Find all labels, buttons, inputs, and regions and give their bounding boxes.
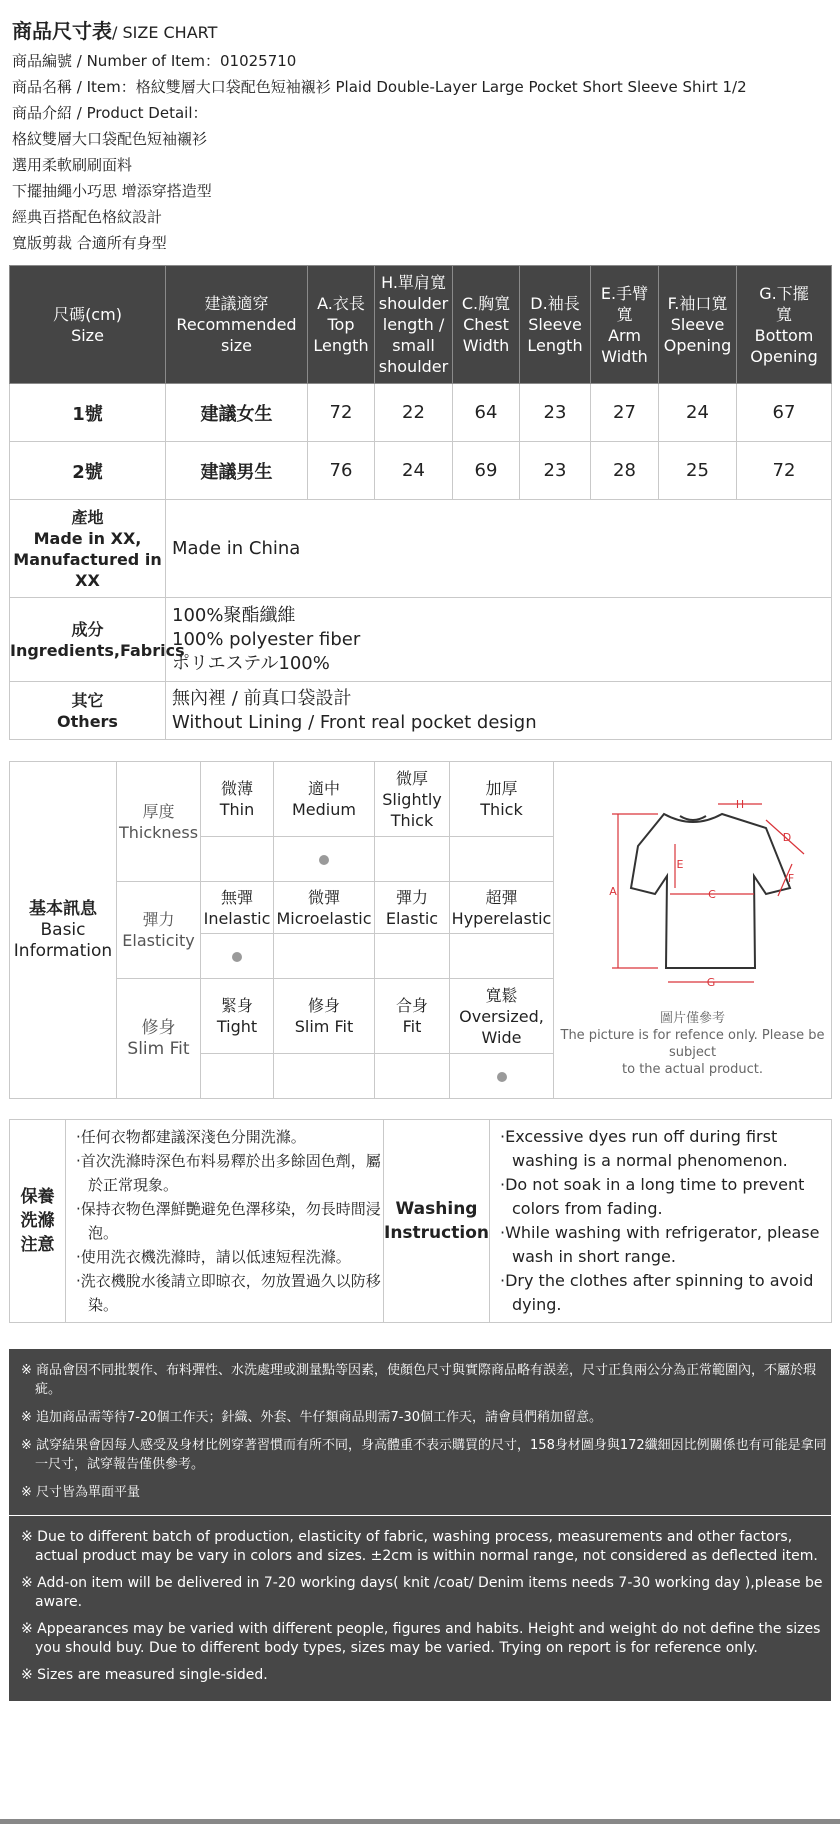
value-line: ポリエステル100% bbox=[172, 652, 330, 674]
header-line: E.手臂 bbox=[600, 283, 649, 303]
marker-cell bbox=[375, 837, 450, 882]
list-item: ·While washing with refrigerator, please wash in short range. bbox=[500, 1223, 820, 1266]
option-line: 微厚 bbox=[395, 768, 428, 788]
note-line: ※ Sizes are measured single-sided. bbox=[21, 1667, 268, 1683]
option-line: Thick bbox=[480, 800, 523, 819]
table-cell: 67 bbox=[737, 384, 832, 442]
bottom-divider bbox=[0, 1819, 840, 1824]
marker-cell bbox=[375, 1054, 450, 1099]
list-item: ·洗衣機脫水後請立即晾衣，勿放置過久以防移染。 bbox=[76, 1272, 381, 1314]
care-zh-list bbox=[66, 1120, 384, 1323]
header-line: Opening bbox=[750, 346, 818, 366]
label-line: Information bbox=[13, 940, 113, 961]
header-line: size bbox=[220, 336, 253, 355]
diagram-letter: D bbox=[782, 831, 791, 844]
product-detail-label: 商品介紹 / Product Detail： bbox=[12, 104, 208, 122]
measurement-diagram bbox=[554, 762, 832, 1099]
elasticity-label bbox=[117, 882, 201, 979]
elasticity-option bbox=[201, 882, 274, 934]
header-line: Length bbox=[527, 336, 583, 355]
option-line: 無彈 bbox=[220, 887, 253, 907]
note-line: ※ Due to different batch of production, elasticity of fabric, washing process, measurements and other factors, actual product may be vary in colors and sizes. ±2cm is within normal range, not considered as deflected item. bbox=[21, 1529, 818, 1564]
fit-option bbox=[450, 979, 554, 1054]
note-line: ※ 追加商品需等待7-20個工作天；針織、外套、牛仔類商品則需7-30個工作天，請會員們稍加留意。 bbox=[21, 1410, 603, 1425]
header-top-length bbox=[308, 266, 375, 384]
marker-cell bbox=[201, 934, 274, 979]
detail-line: 經典百搭配色格紋設計 bbox=[12, 208, 163, 226]
caption-line: The picture is for refence only. Please be subject bbox=[560, 1028, 825, 1060]
label-line: 保養 bbox=[20, 1187, 55, 1207]
caption-line: 圖片僅參考 bbox=[659, 1011, 725, 1026]
label-line: Slim Fit bbox=[127, 1038, 190, 1059]
header-line: D.袖長 bbox=[530, 294, 580, 313]
table-cell: 23 bbox=[520, 442, 591, 500]
table-cell: 28 bbox=[591, 442, 659, 500]
table-cell: 22 bbox=[375, 384, 453, 442]
note-line: ※ Add-on item will be delivered in 7-20 working days( knit /coat/ Denim items needs 7-30 working day ),please be aware. bbox=[21, 1575, 823, 1610]
header-arm-width bbox=[591, 266, 659, 384]
label-line: Made in XX, bbox=[33, 528, 142, 548]
header-bottom-opening bbox=[737, 266, 832, 384]
care-instructions-table bbox=[9, 1119, 832, 1323]
recommended-cell: 建議男生 bbox=[166, 442, 308, 500]
diagram-letter: A bbox=[608, 885, 617, 898]
header-line: Width bbox=[462, 336, 510, 355]
note-line: ※ Appearances may be varied with different people, figures and habits. Height and weight do not define the sizes you should buy. Due to different body types, sizes may be varied. Trying on report is for reference only. bbox=[21, 1621, 821, 1656]
label-line: Instruction bbox=[384, 1223, 489, 1243]
option-line: 寬鬆 bbox=[485, 985, 518, 1005]
header-line: Top bbox=[327, 315, 355, 334]
note-line: ※ 商品會因不同批製作、布料彈性、水洗處理或測量點等因素，使顏色尺寸與實際商品略有誤差，尺寸正負兩公分為正常範圍內，不屬於瑕疵。 bbox=[21, 1363, 817, 1397]
basic-info-table bbox=[9, 761, 832, 1099]
origin-value: Made in China bbox=[166, 500, 832, 598]
option-line: 緊身 bbox=[220, 996, 253, 1015]
header-line: Length bbox=[313, 336, 369, 355]
option-line: Tight bbox=[216, 1017, 258, 1036]
selected-dot-icon bbox=[232, 952, 242, 962]
table-row bbox=[10, 384, 832, 442]
ingredients-value bbox=[166, 598, 832, 682]
label-line: Elasticity bbox=[122, 931, 195, 950]
label-line: 成分 bbox=[71, 619, 104, 639]
header-line: Width bbox=[601, 346, 648, 366]
header-line: 寬 bbox=[775, 304, 792, 324]
header-line: Sleeve bbox=[670, 315, 725, 334]
shirt-diagram-icon bbox=[578, 770, 808, 1010]
recommended-cell: 建議女生 bbox=[166, 384, 308, 442]
option-line: 彈力 bbox=[395, 887, 428, 907]
table-cell: 24 bbox=[659, 384, 737, 442]
label-line: Ingredients,Fabrics bbox=[10, 640, 185, 660]
table-cell: 72 bbox=[308, 384, 375, 442]
option-line: 微彈 bbox=[307, 887, 340, 907]
elasticity-option bbox=[375, 882, 450, 934]
option-line: Slim Fit bbox=[294, 1017, 354, 1036]
label-line: Basic bbox=[40, 919, 86, 940]
option-line: Slightly bbox=[382, 789, 442, 809]
size-table bbox=[9, 265, 832, 740]
item-name: 商品名稱 / Item：格紋雙層大口袋配色短袖襯衫 Plaid Double-Layer Large Pocket Short Sleeve Shirt 1/2 bbox=[12, 78, 747, 96]
header-sleeve-length bbox=[520, 266, 591, 384]
option-line: Inelastic bbox=[203, 908, 271, 928]
detail-line: 格紋雙層大口袋配色短袖襯衫 bbox=[12, 130, 208, 148]
elasticity-option bbox=[274, 882, 375, 934]
option-line: Fit bbox=[402, 1017, 422, 1036]
marker-cell bbox=[274, 1054, 375, 1099]
diagram-letter: E bbox=[676, 858, 683, 871]
others-row bbox=[10, 682, 832, 740]
marker-cell bbox=[450, 1054, 554, 1099]
option-line: Medium bbox=[292, 800, 356, 819]
ingredients-row bbox=[10, 598, 832, 682]
value-line: 100%聚酯纖維 bbox=[172, 604, 296, 626]
table-cell: 25 bbox=[659, 442, 737, 500]
label-line: Thickness bbox=[118, 822, 199, 842]
label-line: 基本訊息 bbox=[29, 898, 97, 919]
table-cell: 72 bbox=[737, 442, 832, 500]
header-size bbox=[10, 266, 166, 384]
header-chest-width bbox=[453, 266, 520, 384]
label-line: Washing bbox=[395, 1199, 478, 1219]
care-label bbox=[10, 1120, 66, 1323]
table-cell: 23 bbox=[520, 384, 591, 442]
size-cell: 2號 bbox=[10, 442, 166, 500]
option-line: 合身 bbox=[395, 996, 428, 1015]
label-line: Others bbox=[57, 711, 118, 731]
label-line: Manufactured in bbox=[13, 549, 162, 569]
label-line: 產地 bbox=[71, 507, 104, 527]
header-line: 建議適穿 bbox=[204, 294, 269, 313]
header-line: Bottom bbox=[754, 325, 814, 345]
header-recommended bbox=[166, 266, 308, 384]
diagram-letter: F bbox=[787, 872, 794, 885]
thickness-option bbox=[375, 762, 450, 837]
washing-instruction-label bbox=[384, 1120, 490, 1323]
option-line: Oversized, bbox=[459, 1006, 544, 1026]
diagram-letter: G bbox=[706, 976, 715, 989]
header-line: C.胸寬 bbox=[461, 294, 511, 313]
value-line: 無內裡 / 前真口袋設計 bbox=[172, 687, 352, 709]
header-sleeve-opening bbox=[659, 266, 737, 384]
fit-option bbox=[201, 979, 274, 1054]
item-number: 商品編號 / Number of Item：01025710 bbox=[12, 52, 297, 70]
label-line: 修身 bbox=[141, 1017, 176, 1038]
list-item: ·Excessive dyes run off during first washing is a normal phenomenon. bbox=[500, 1127, 788, 1170]
size-table-header-row bbox=[10, 266, 832, 384]
origin-row bbox=[10, 500, 832, 598]
diagram-letter: C bbox=[707, 888, 716, 901]
others-label bbox=[10, 682, 166, 740]
table-cell: 27 bbox=[591, 384, 659, 442]
option-line: Wide bbox=[481, 1027, 522, 1047]
option-line: 超彈 bbox=[485, 887, 518, 907]
selected-dot-icon bbox=[497, 1072, 507, 1082]
page-title bbox=[12, 14, 832, 48]
option-line: 加厚 bbox=[485, 779, 518, 798]
label-line: 厚度 bbox=[142, 801, 175, 821]
header-line: length / bbox=[382, 315, 445, 334]
header bbox=[12, 14, 832, 256]
option-line: Elastic bbox=[385, 908, 439, 928]
care-en-list bbox=[490, 1120, 832, 1323]
value-line: 100% polyester fiber bbox=[172, 628, 361, 650]
header-shoulder bbox=[375, 266, 453, 384]
thickness-option bbox=[450, 762, 554, 837]
header-line: shoulder bbox=[378, 294, 449, 313]
table-row bbox=[10, 442, 832, 500]
fit-label bbox=[117, 979, 201, 1099]
header-line: F.袖口寬 bbox=[667, 294, 728, 313]
size-cell: 1號 bbox=[10, 384, 166, 442]
option-line: Hyperelastic bbox=[451, 908, 552, 928]
table-cell: 24 bbox=[375, 442, 453, 500]
option-line: 適中 bbox=[307, 779, 340, 798]
others-value bbox=[166, 682, 832, 740]
label-line: XX bbox=[75, 570, 100, 590]
notes-en bbox=[9, 1516, 831, 1701]
list-item: ·Do not soak in a long time to prevent colors from fading. bbox=[500, 1175, 805, 1218]
diagram-letter: H bbox=[735, 798, 744, 811]
option-line: Microelastic bbox=[276, 908, 372, 928]
header-line: small bbox=[392, 336, 435, 355]
marker-cell bbox=[375, 934, 450, 979]
caption-line: to the actual product. bbox=[622, 1062, 763, 1077]
option-line: Thick bbox=[390, 810, 434, 830]
table-cell: 69 bbox=[453, 442, 520, 500]
thickness-label bbox=[117, 762, 201, 882]
header-line: 尺碼(cm) bbox=[53, 304, 122, 324]
header-line: Opening bbox=[663, 336, 732, 355]
list-item: ·首次洗滌時深色布料易釋於出多餘固色劑，屬於正常現象。 bbox=[76, 1152, 381, 1194]
header-line: Sleeve bbox=[528, 315, 582, 334]
header-line: shoulder bbox=[378, 357, 449, 376]
list-item: ·保持衣物色澤鮮艷避免色澤移染，勿長時間浸泡。 bbox=[76, 1200, 381, 1242]
label-line: 其它 bbox=[71, 690, 104, 710]
selected-dot-icon bbox=[319, 855, 329, 865]
marker-cell bbox=[450, 837, 554, 882]
notes-zh bbox=[9, 1349, 831, 1515]
header-line: Arm bbox=[608, 325, 641, 345]
marker-cell bbox=[450, 934, 554, 979]
list-item: ·Dry the clothes after spinning to avoid dying. bbox=[500, 1271, 814, 1314]
table-cell: 76 bbox=[308, 442, 375, 500]
list-item: ·使用洗衣機洗滌時，請以低速短程洗滌。 bbox=[76, 1248, 351, 1266]
header-line: Chest bbox=[463, 315, 509, 334]
header-line: Recommended bbox=[176, 315, 297, 334]
header-line: Size bbox=[71, 325, 104, 345]
fit-option bbox=[274, 979, 375, 1054]
fit-option bbox=[375, 979, 450, 1054]
label-line: 彈力 bbox=[142, 910, 175, 929]
detail-line: 寬版剪裁 合適所有身型 bbox=[12, 234, 167, 252]
thickness-option bbox=[201, 762, 274, 837]
origin-label bbox=[10, 500, 166, 598]
header-line: 寬 bbox=[616, 304, 633, 324]
option-line: 微薄 bbox=[220, 779, 253, 798]
option-line: 修身 bbox=[307, 996, 340, 1015]
detail-line: 下擺抽繩小巧思 增添穿搭造型 bbox=[12, 182, 212, 200]
note-line: ※ 尺寸皆為單面平量 bbox=[21, 1485, 141, 1500]
value-line: Without Lining / Front real pocket design bbox=[172, 711, 537, 733]
option-line: Thin bbox=[219, 800, 255, 819]
basic-info-label bbox=[10, 762, 117, 1099]
label-line: 洗滌 bbox=[20, 1211, 55, 1231]
header-line: A.衣長 bbox=[317, 294, 365, 313]
header-line: G.下擺 bbox=[759, 283, 809, 303]
marker-cell bbox=[274, 837, 375, 882]
list-item: ·任何衣物都建議深淺色分開洗滌。 bbox=[76, 1128, 306, 1146]
ingredients-label bbox=[10, 598, 185, 682]
note-line: ※ 試穿結果會因每人感受及身材比例穿著習慣而有所不同，身高體重不表示購買的尺寸，158身材圖身與172纖細因比例關係也有可能是拿同一尺寸，試穿報告僅供參考。 bbox=[21, 1438, 827, 1472]
thickness-option bbox=[274, 762, 375, 837]
detail-line: 選用柔軟刷刷面料 bbox=[12, 156, 133, 174]
label-line: 注意 bbox=[20, 1235, 55, 1255]
elasticity-option bbox=[450, 882, 554, 934]
marker-cell bbox=[274, 934, 375, 979]
diagram-caption bbox=[554, 1010, 831, 1078]
marker-cell bbox=[201, 1054, 274, 1099]
marker-cell bbox=[201, 837, 274, 882]
header-line: H.單肩寬 bbox=[381, 273, 446, 292]
title-en: / SIZE CHART bbox=[112, 23, 218, 42]
table-cell: 64 bbox=[453, 384, 520, 442]
title-zh: 商品尺寸表 bbox=[12, 19, 112, 43]
